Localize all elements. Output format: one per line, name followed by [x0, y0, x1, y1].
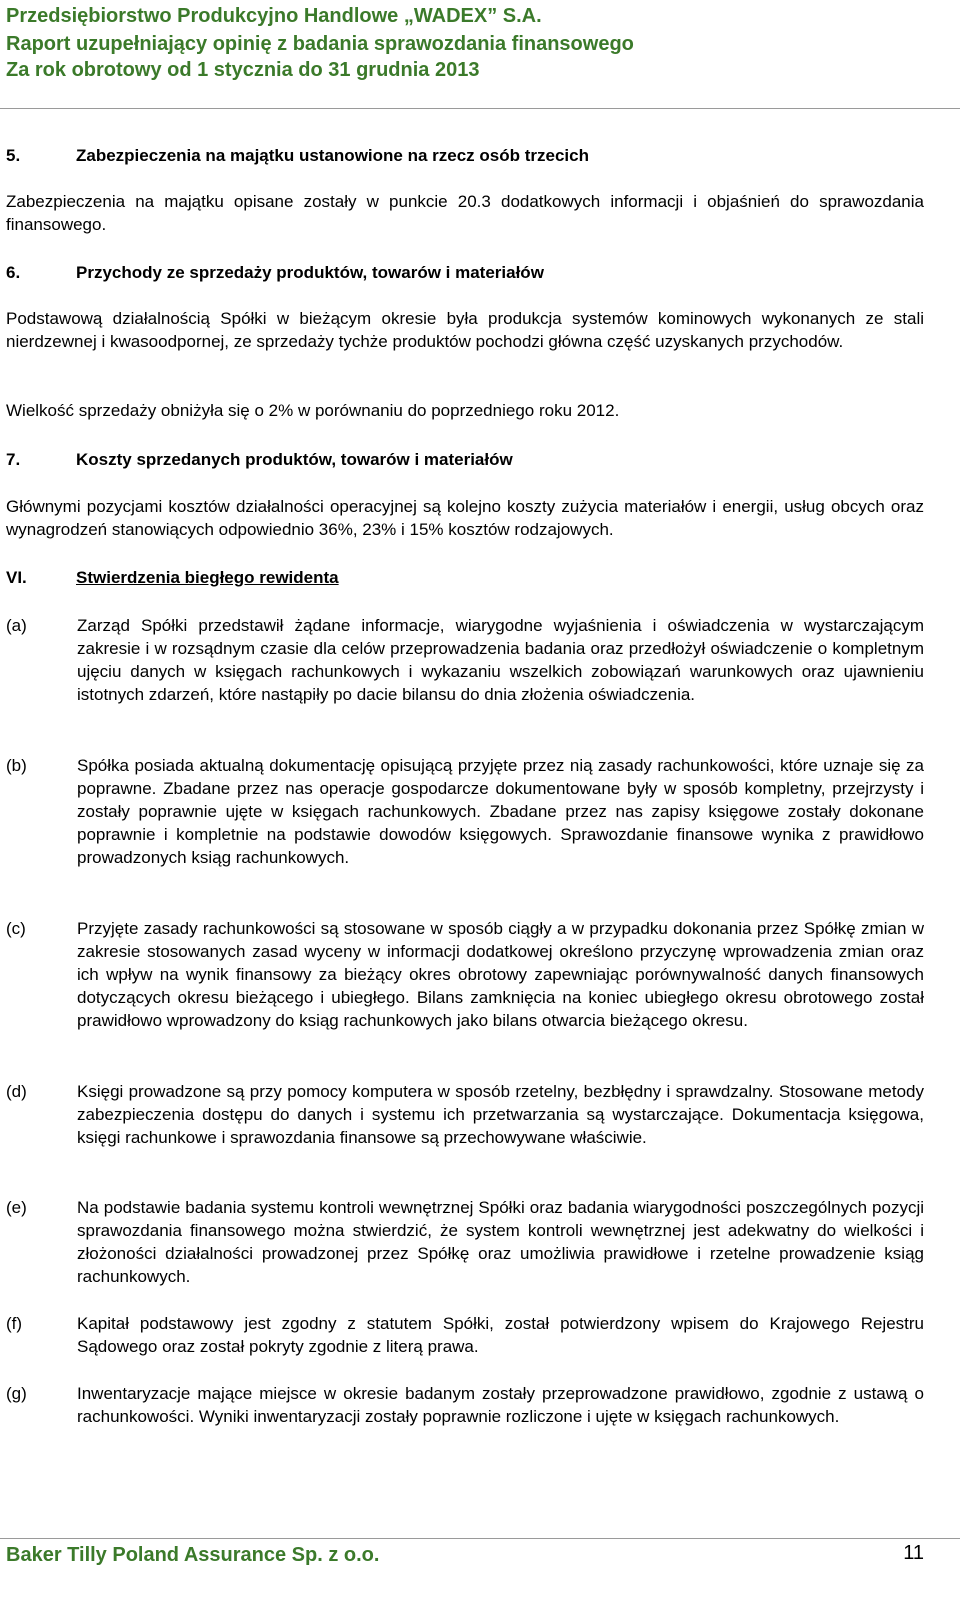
section-6-text-2: Wielkość sprzedaży obniżyła się o 2% w porównaniu do poprzedniego roku 2012. — [6, 401, 620, 420]
header-period: Za rok obrotowy od 1 stycznia do 31 grudnia 2013 — [6, 59, 480, 81]
section-5-text: Zabezpieczenia na majątku opisane zostały w punkcie 20.3 dodatkowych informacji i objaśnień do sprawozdania finansowego. — [6, 192, 924, 234]
item-e-text: Na podstawie badania systemu kontroli wewnętrznej Spółki oraz badania wiarygodności poszczególnych pozycji sprawozdania finansowego można stwierdzić, że system kontroli wewnętrznej jest adekwatny do wielkości i złożoności działalności prowadzonej przez Spółkę oraz umożliwia prawidłowe i rzetelne prowadzenie ksiąg rachunkowych. — [77, 1198, 924, 1286]
item-c-label: (c) — [6, 919, 26, 938]
section-vi-number: VI. — [6, 568, 27, 587]
section-6-title: Przychody ze sprzedaży produktów, towarów i materiałów — [76, 263, 544, 282]
section-vi-heading — [6, 566, 924, 589]
item-e-label: (e) — [6, 1198, 27, 1217]
footer-divider — [0, 1538, 960, 1539]
section-7-title: Koszty sprzedanych produktów, towarów i materiałów — [76, 450, 513, 469]
item-c-text: Przyjęte zasady rachunkowości są stosowane w sposób ciągły a w przypadku dokonania przez Spółkę zmian w zakresie stosowanych zasad wyceny w informacji dodatkowej określono przyczynę wprowadzenia zmian oraz ich wpływ na wynik finansowy za bieżący okres obrotowy zapewniając porównywalność danych finansowych dotyczących okresu bieżącego i ubiegłego. Bilans zamknięcia na koniec ubiegłego okresu obrotowego został prawidłowo wprowadzony do ksiąg rachunkowych jako bilans otwarcia bieżącego okresu. — [77, 919, 924, 1030]
item-d-text: Księgi prowadzone są przy pomocy komputera w sposób rzetelny, bezbłędny i sprawdzalny. Stosowane metody zabezpieczenia dostępu do danych i systemu ich przetwarzania są wystarczające. Dokumentacja księgowa, księgi rachunkowe i sprawozdania finansowe są przechowywane właściwie. — [77, 1082, 924, 1147]
header-company: Przedsiębiorstwo Produkcyjno Handlowe „WADEX” S.A. — [6, 5, 542, 27]
item-f-text: Kapitał podstawowy jest zgodny z statutem Spółki, został potwierdzony wpisem do Krajowego Rejestru Sądowego oraz został pokryty zgodnie z literą prawa. — [77, 1314, 924, 1356]
section-6-number: 6. — [6, 263, 21, 282]
item-f-label: (f) — [6, 1314, 23, 1333]
section-6-text: Podstawową działalnością Spółki w bieżącym okresie była produkcja systemów kominowych wykonanych ze stali nierdzewnej i kwasoodpornej, ze sprzedaży tychże produktów pochodzi główna część uzyskanych przychodów. — [6, 309, 924, 351]
item-b-label: (b) — [6, 756, 27, 775]
section-7-text: Głównymi pozycjami kosztów działalności operacyjnej są kolejno koszty zużycia materiałów i energii, usług obcych oraz wynagrodzeń stanowiących odpowiednio 36%, 23% i 15% kosztów rodzajowych. — [6, 497, 924, 539]
section-6-heading — [6, 261, 924, 284]
item-d-label: (d) — [6, 1082, 27, 1101]
item-a-label: (a) — [6, 616, 27, 635]
header-report-title: Raport uzupełniający opinię z badania sprawozdania finansowego — [6, 33, 634, 55]
item-g-text: Inwentaryzacje mające miejsce w okresie badanym zostały przeprowadzone prawidłowo, zgodnie z ustawą o rachunkowości. Wyniki inwentaryzacji zostały poprawnie rozliczone i ujęte w księgach rachunkowych. — [77, 1384, 924, 1426]
page-number: 11 — [903, 1542, 924, 1564]
section-5-heading — [6, 144, 924, 167]
footer-company: Baker Tilly Poland Assurance Sp. z o.o. — [6, 1544, 380, 1566]
item-a-text: Zarząd Spółki przedstawił żądane informacje, wiarygodne wyjaśnienia i oświadczenia w wystarczającym zakresie i w rozsądnym czasie dla celów przeprowadzenia badania oraz przedłożył oświadczenie o kompletnym ujęciu danych w księgach rachunkowych i wykazaniu wszelkich zobowiązań warunkowych oraz ujawnieniu istotnych zdarzeń, które nastąpiły po dacie bilansu do dnia złożenia oświadczenia. — [77, 616, 924, 704]
section-7-number: 7. — [6, 450, 21, 469]
section-7-heading — [6, 448, 924, 471]
section-vi-title: Stwierdzenia biegłego rewidenta — [76, 568, 339, 587]
section-5-number: 5. — [6, 146, 21, 165]
item-b-text: Spółka posiada aktualną dokumentację opisującą przyjęte przez nią zasady rachunkowości, które uznaje się za poprawne. Zbadane przez nas operacje gospodarcze dokumentowane były w sposób kompletny, przejrzysty i zostały poprawnie ujęte w księgach rachunkowych. Zbadane przez nas zapisy księgowe zostały dokonane poprawnie i kompletnie na podstawie dowodów księgowych. Sprawozdanie finansowe wynika z prawidłowo prowadzonych ksiąg rachunkowych. — [77, 756, 924, 867]
item-g-label: (g) — [6, 1384, 27, 1403]
section-5-title: Zabezpieczenia na majątku ustanowione na rzecz osób trzecich — [76, 146, 589, 165]
header-divider — [0, 108, 960, 109]
